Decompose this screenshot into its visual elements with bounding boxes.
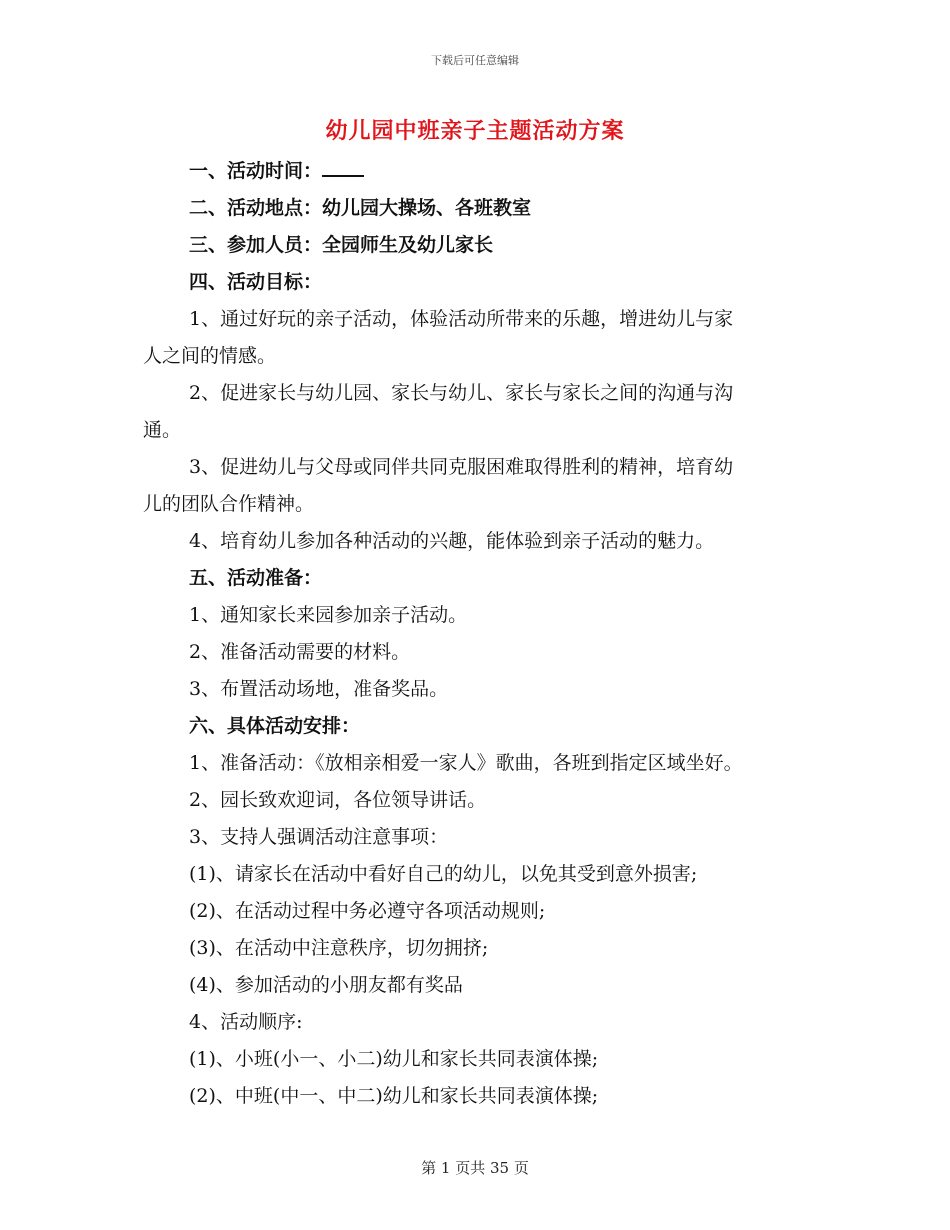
time-blank: [322, 174, 364, 177]
arrange-item-3-3: (3)、在活动中注意秩序，切勿拥挤;: [189, 937, 489, 959]
arrange-item-4-1: (1)、小班(小一、小二)幼儿和家长共同表演体操;: [189, 1048, 599, 1070]
arrange-item-3-2: (2)、在活动过程中务必遵守各项活动规则;: [189, 900, 546, 922]
goal-1-line-2: 人之间的情感。: [143, 345, 277, 367]
goal-1-line-1: 1、通过好玩的亲子活动，体验活动所带来的乐趣，增进幼儿与家: [189, 308, 734, 330]
arrange-item-3-1: (1)、请家长在活动中看好自己的幼儿，以免其受到意外损害;: [189, 863, 698, 885]
goal-4: 4、培育幼儿参加各种活动的兴趣，能体验到亲子活动的魅力。: [189, 530, 715, 552]
arrange-item-3-4: (4)、参加活动的小朋友都有奖品: [189, 974, 463, 996]
arrange-item-2: 2、园长致欢迎词，各位领导讲话。: [189, 789, 487, 811]
prep-item-3: 3、布置活动场地，准备奖品。: [189, 678, 449, 700]
prep-item-1: 1、通知家长来园参加亲子活动。: [189, 604, 468, 626]
document-body: [143, 153, 823, 1115]
arrange-item-1: 1、准备活动：《放相亲相爱一家人》歌曲，各班到指定区域坐好。: [189, 752, 743, 774]
arrange-item-4-2: (2)、中班(中一、中二)幼儿和家长共同表演体操;: [189, 1085, 599, 1107]
arrange-heading: 六、具体活动安排：: [189, 715, 361, 737]
page-header: 下载后可任意编辑: [431, 54, 519, 67]
prep-heading: 五、活动准备：: [189, 567, 323, 589]
prep-item-2: 2、准备活动需要的材料。: [189, 641, 411, 663]
time-label: 一、活动时间：: [189, 160, 323, 182]
document-title: 幼儿园中班亲子主题活动方案: [325, 118, 625, 144]
arrange-item-4: 4、活动顺序:: [189, 1011, 303, 1033]
section-place: 二、活动地点：幼儿园大操场、各班教室: [189, 197, 532, 219]
goal-3-line-1: 3、促进幼儿与父母或同伴共同克服困难取得胜利的精神，培育幼: [189, 456, 734, 478]
goal-3-line-2: 儿的团队合作精神。: [143, 493, 315, 515]
arrange-item-3: 3、支持人强调活动注意事项：: [189, 826, 449, 848]
goals-heading: 四、活动目标：: [189, 271, 323, 293]
section-people: 三、参加人员：全园师生及幼儿家长: [189, 234, 494, 256]
page-footer: 第 1 页共 35 页: [421, 1159, 529, 1177]
section-time: [143, 153, 823, 190]
goal-2-line-2: 通。: [143, 419, 182, 441]
goal-2-line-1: 2、促进家长与幼儿园、家长与幼儿、家长与家长之间的沟通与沟: [189, 382, 734, 404]
